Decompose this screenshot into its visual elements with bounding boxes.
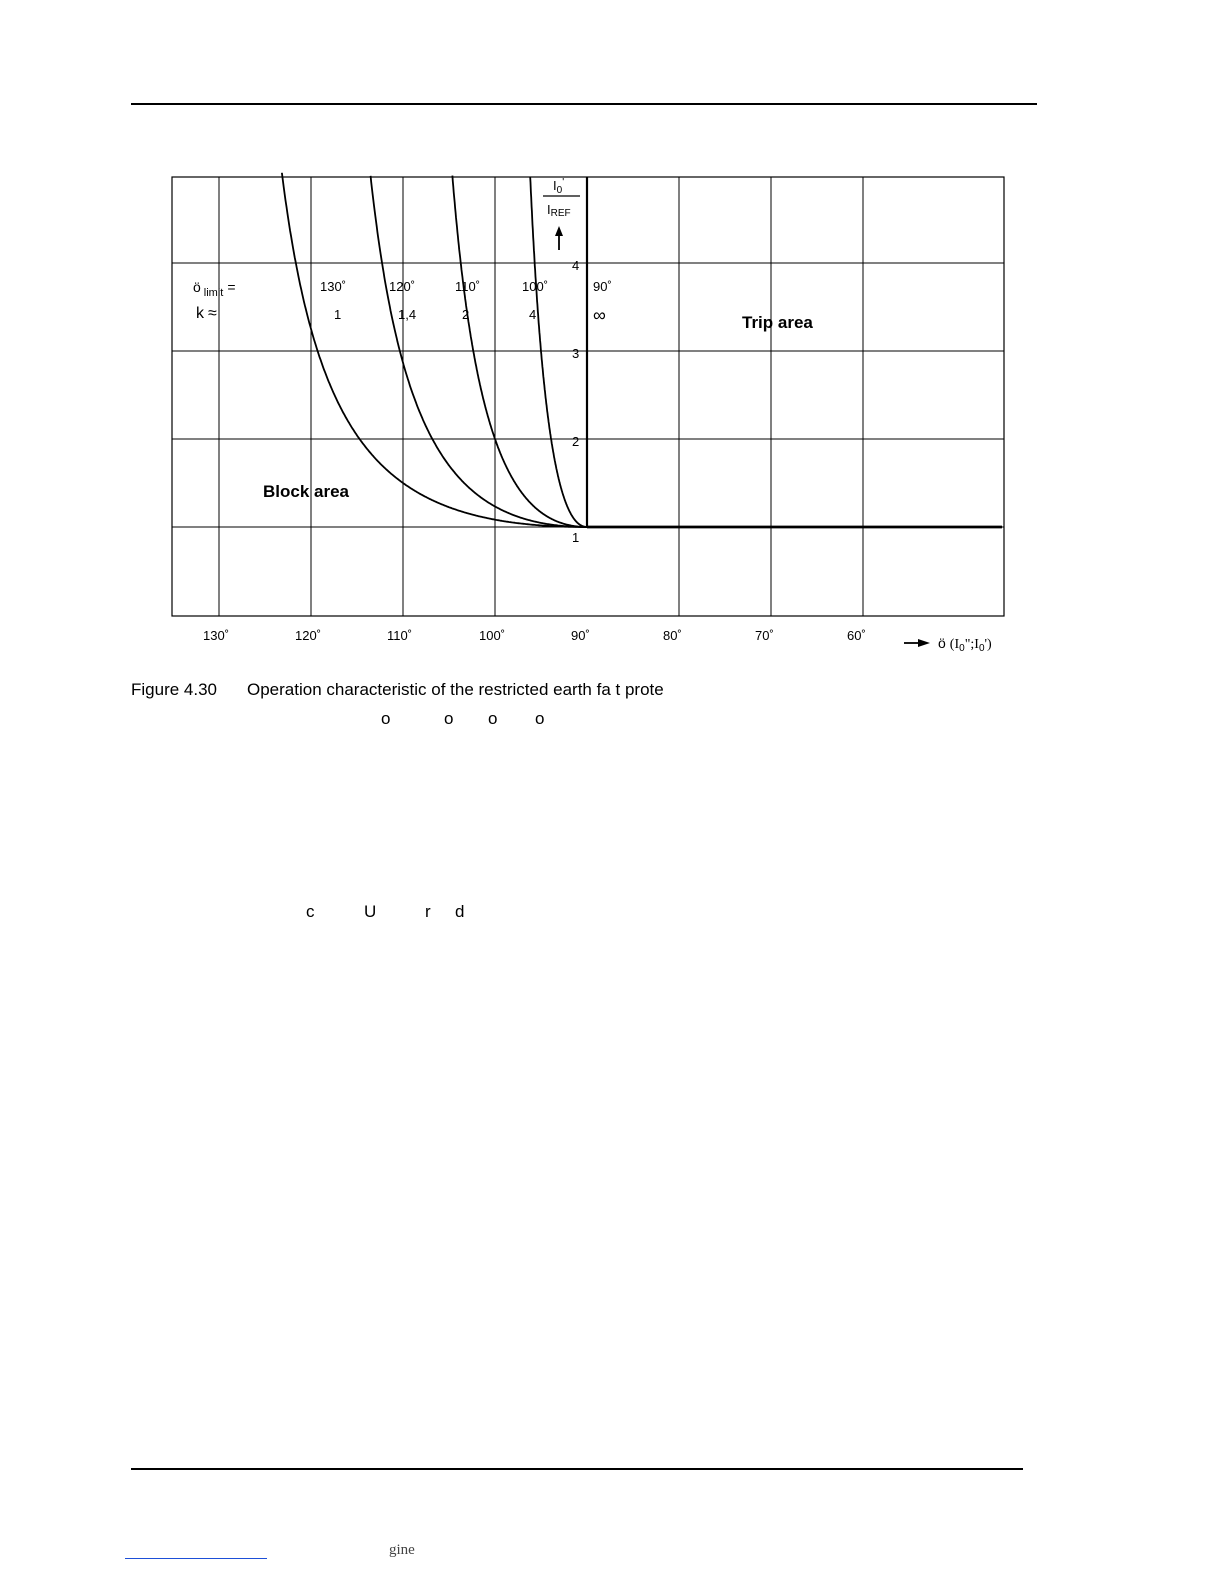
y-tick-label: 2: [572, 434, 580, 449]
y-axis-arrowhead-icon: [555, 226, 563, 236]
text-fragment: d: [455, 902, 465, 921]
block-area-label: Block area: [263, 482, 349, 501]
text-fragment: o: [535, 709, 545, 728]
x-tick-label: 130˚: [203, 628, 230, 643]
text-fragment: o: [381, 709, 391, 728]
chart-curves: [282, 173, 587, 527]
phi-value-130: 130˚: [320, 279, 347, 294]
x-tick-label: 90˚: [571, 628, 590, 643]
text-fragment: U: [364, 902, 377, 921]
k-value-infinity: ∞: [593, 305, 606, 325]
k-row: [196, 305, 606, 325]
characteristic-chart: [0, 0, 1224, 680]
phi-value-100: 100˚: [522, 279, 549, 294]
k-label: k ≈: [196, 305, 217, 322]
figure-caption-text: Operation characteristic of the restricted earth fa t prote: [247, 680, 664, 699]
y-tick-label: 4: [572, 258, 580, 273]
phi-value-110: 110˚: [455, 279, 481, 294]
k-value-4: 4: [529, 307, 537, 322]
text-fragment: r: [425, 902, 431, 921]
x-label-text: ö $(I_0";I_0')$: [938, 635, 992, 654]
k-value-2: 2: [462, 307, 470, 322]
footer-link[interactable]: [125, 1558, 267, 1559]
x-tick-label: 100˚: [479, 628, 506, 643]
y-axis-label: [543, 177, 580, 250]
phi-limit-row: [193, 279, 612, 299]
x-axis-arrowhead-icon: [918, 639, 930, 647]
chart-axes: [587, 177, 1002, 527]
figure-number: Figure 4.30: [131, 680, 217, 699]
y-label-numerator: $I_0'$: [553, 177, 565, 196]
phi-value-120: 120˚: [389, 279, 416, 294]
x-tick-label: 110˚: [387, 628, 413, 643]
y-label-denominator: IREF: [547, 202, 571, 219]
x-tick-label: 60˚: [847, 628, 866, 643]
text-fragment: o: [488, 709, 498, 728]
x-tick-label: 70˚: [755, 628, 774, 643]
x-tick-label: 120˚: [295, 628, 322, 643]
text-fragment: o: [444, 709, 454, 728]
footer-rule: [131, 1468, 1023, 1470]
trip-area-label: Trip area: [742, 313, 813, 332]
text-fragment: c: [306, 902, 315, 921]
x-tick-label: 80˚: [663, 628, 682, 643]
y-tick-label: 3: [572, 346, 580, 361]
x-axis-label: [904, 635, 992, 654]
footer-text: gine: [389, 1542, 415, 1558]
phi-value-90: 90˚: [593, 279, 612, 294]
figure-caption: [131, 680, 664, 700]
k-value-1: 1: [334, 307, 342, 322]
k-value-1-4: 1,4: [398, 307, 417, 322]
y-tick-label: 1: [572, 530, 580, 545]
phi-limit-label: ö $_{limit}$ =: [193, 279, 236, 299]
